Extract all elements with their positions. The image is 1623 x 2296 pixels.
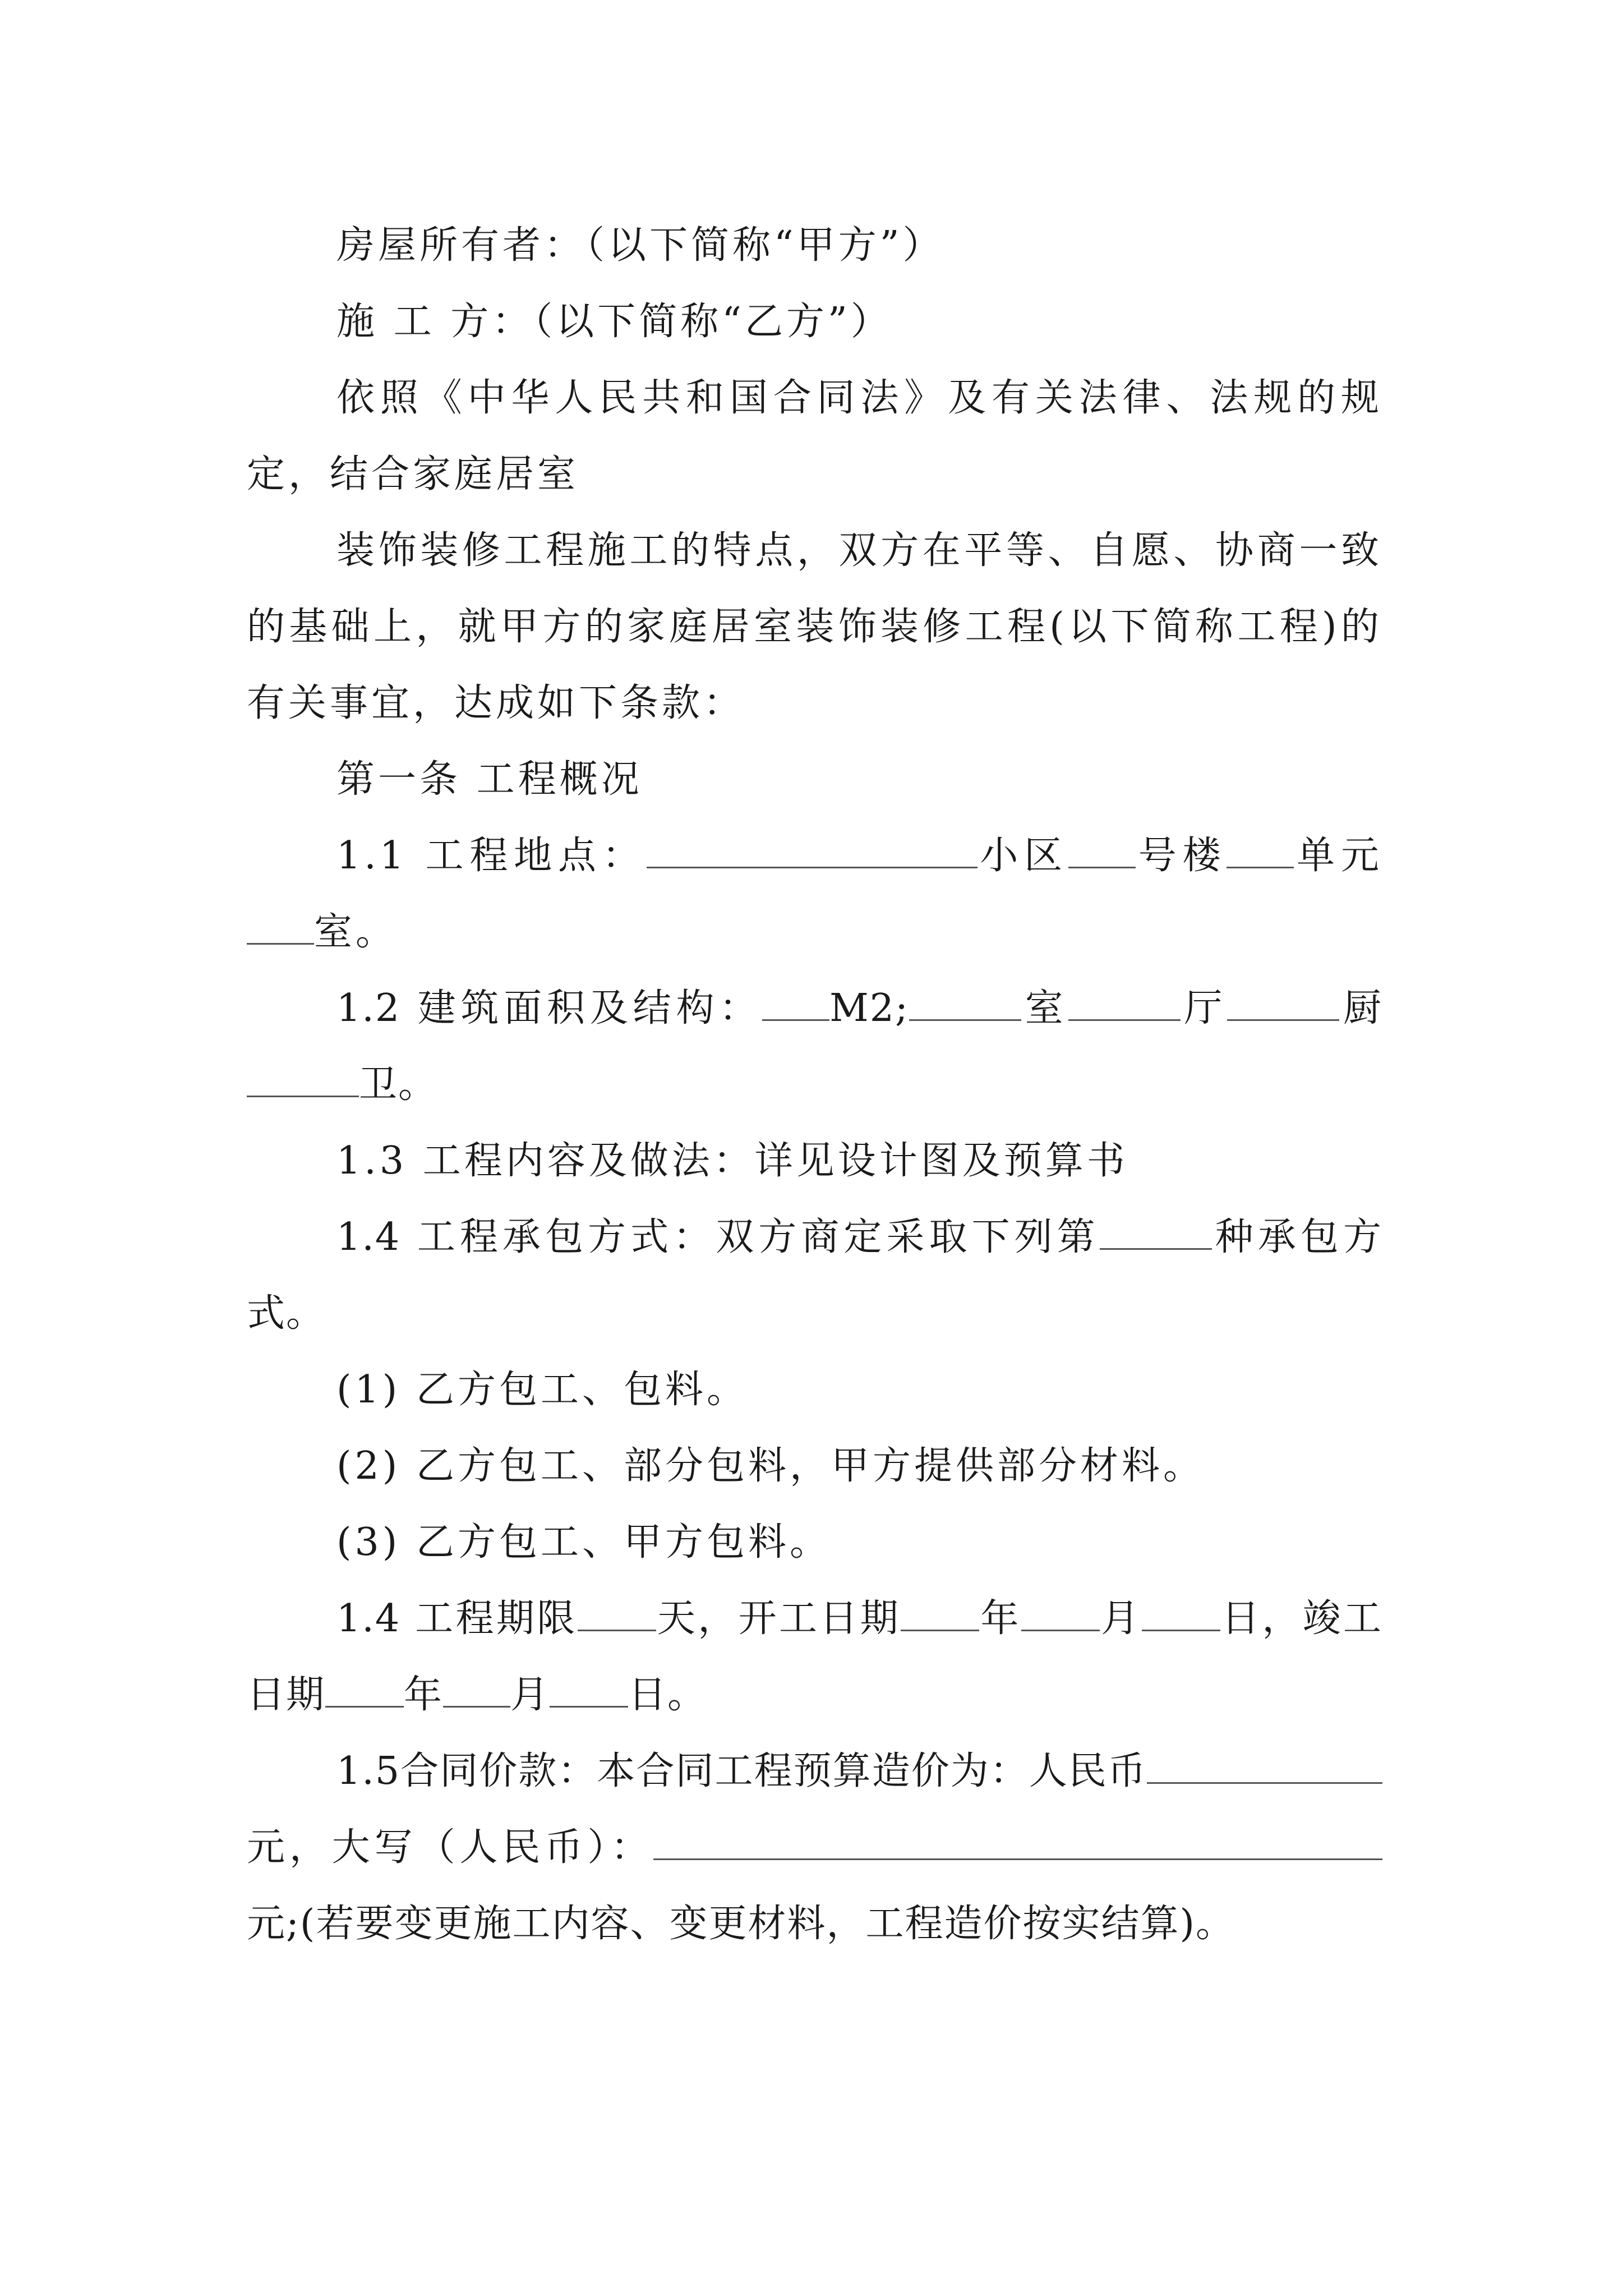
legal-basis-paragraph: 依照《中华人民共和国合同法》及有关法律、法规的规定，结合家庭居室	[247, 376, 1382, 496]
fill-blank	[443, 1672, 510, 1708]
clause-1-1-location	[247, 818, 1382, 970]
clause-text: 厅	[1180, 986, 1228, 1030]
clause-text: 单元	[1294, 834, 1382, 878]
clause-text: 1.5合同价款：本合同工程预算造价为：人民币	[336, 1749, 1147, 1793]
clause-text: 1.2 建筑面积及结构：	[336, 986, 763, 1030]
clause-1-4-contract-method	[247, 1199, 1382, 1352]
clause-1-3-content: 1.3 工程内容及做法：详见设计图及预算书	[336, 1139, 1128, 1183]
clause-text: 年	[979, 1596, 1021, 1641]
fill-blank	[1142, 1596, 1220, 1631]
fill-blank	[901, 1596, 979, 1631]
fill-blank	[1227, 833, 1294, 868]
clause-text: 室。	[314, 910, 398, 954]
agreement-intro-paragraph: 装饰装修工程施工的特点，双方在平等、自愿、协商一致的基础上，就甲方的家庭居室装饰装修工程(以下简称工程)的有关事宜，达成如下条款：	[247, 528, 1382, 725]
clause-text: 1.4 工程承包方式：双方商定采取下列第	[336, 1215, 1100, 1259]
clause-text: 日。	[628, 1673, 707, 1717]
clause-text: 年	[404, 1673, 444, 1717]
clause-text: 室	[1021, 986, 1068, 1030]
fill-blank	[1227, 986, 1339, 1021]
clause-text: 月	[510, 1673, 550, 1717]
fill-blank	[247, 909, 314, 945]
fill-blank	[325, 1672, 404, 1708]
clause-1-5-price	[247, 1733, 1382, 1962]
fill-blank	[1068, 833, 1136, 868]
clause-text: 天，开工日期	[656, 1596, 901, 1641]
clause-text: 元，大写（人民币）：	[247, 1825, 653, 1870]
fill-blank	[1021, 1596, 1100, 1631]
fill-blank	[1068, 986, 1181, 1021]
clause-text: 1.1 工程地点：	[336, 834, 647, 878]
fill-blank	[653, 1825, 1382, 1860]
method-option-3: (3) 乙方包工、甲方包料。	[336, 1520, 831, 1565]
fill-blank	[909, 986, 1021, 1021]
party-a-line: 房屋所有者：（以下简称“甲方”）	[336, 223, 944, 268]
fill-blank	[247, 1062, 359, 1097]
clause-text: 厨	[1339, 986, 1382, 1030]
clause-text: 元;(若要变更施工内容、变更材料，工程造价按实结算)。	[247, 1902, 1235, 1946]
clause-1-2-area	[247, 970, 1382, 1123]
fill-blank	[647, 833, 978, 868]
fill-blank	[762, 986, 829, 1021]
method-option-2: (2) 乙方包工、部分包料，甲方提供部分材料。	[336, 1444, 1205, 1488]
clause-text: 卫。	[359, 1062, 438, 1107]
fill-blank	[550, 1672, 628, 1708]
clause-text: M2;	[829, 986, 909, 1030]
clause-text: 小区	[977, 834, 1068, 878]
fill-blank	[1100, 1214, 1212, 1250]
clause-1-4-duration	[247, 1581, 1382, 1733]
contract-body	[247, 208, 1382, 1962]
clause-text: 号楼	[1135, 834, 1227, 878]
clause-text: 月	[1099, 1596, 1142, 1641]
party-b-line: 施 工 方：（以下简称“乙方”）	[336, 300, 892, 344]
clause-text: 种承包方式。	[247, 1215, 1382, 1336]
fill-blank	[1147, 1749, 1382, 1784]
clause-text: 1.4 工程期限	[336, 1596, 578, 1641]
fill-blank	[578, 1596, 656, 1631]
clause-text: 日，竣工日期	[247, 1596, 1382, 1717]
article-one-heading: 第一条 工程概况	[336, 757, 643, 802]
method-option-1: (1) 乙方包工、包料。	[336, 1368, 748, 1412]
